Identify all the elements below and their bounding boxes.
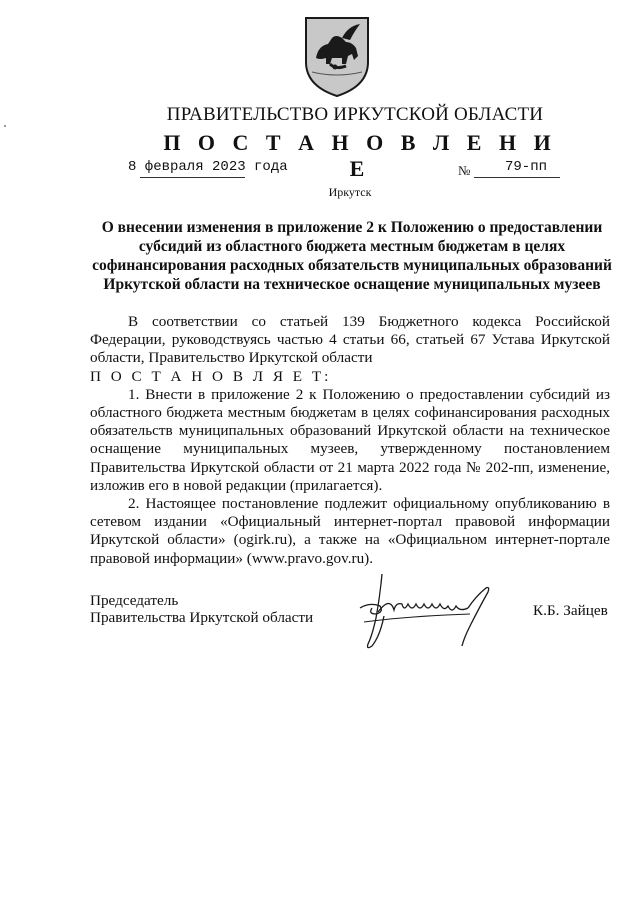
document-date: 8 февраля 2023 года: [128, 159, 288, 175]
document-number: 79-пп: [505, 159, 548, 175]
number-sign: №: [458, 163, 471, 178]
document-subject: О внесении изменения в приложение 2 к Положению о предоставлении субсидий из областного бюджета местным бюджетам в целях софинансирования расходных обязательств муниципальных образований Иркутской области на техническое оснащение муниципальных музеев: [92, 219, 612, 293]
decree-word: П О С Т А Н О В Л Я Е Т:: [90, 367, 332, 385]
date-underline: [140, 177, 245, 178]
document-type: П О С Т А Н О В Л Е Н И Е: [163, 130, 557, 181]
city-label: Иркутск: [328, 185, 372, 199]
preamble-paragraph: В соответствии со статьей 139 Бюджетного кодекса Российской Федерации, руководствуясь частью 4 статьи 66, статьей 67 Устава Иркутской области, Правительство Иркутской области: [90, 313, 610, 367]
number-underline: [474, 177, 560, 178]
handwritten-signature: [350, 566, 500, 666]
coat-of-arms-icon: [302, 12, 372, 98]
signatory-position-line1: Председатель: [90, 592, 179, 609]
signatory-position-line2: Правительства Иркутской области: [90, 609, 314, 626]
document-body: [90, 313, 610, 568]
scan-mark: [4, 125, 6, 127]
signer-name: К.Б. Зайцев: [533, 602, 608, 619]
body-item-2: 2. Настоящее постановление подлежит официальному опубликованию в сетевом издании «Официальный интернет-портал правовой информации Иркутской области» (ogirk.ru), а также на «Официальном интернет-портале правовой информации» (www.pravo.gov.ru).: [90, 495, 610, 567]
body-item-1: 1. Внести в приложение 2 к Положению о предоставлении субсидий из областного бюджета местным бюджетам в целях софинансирования расходных обязательств муниципальных образований Иркутской области на техническое оснащение муниципальных музеев, утвержденному постановлением Правительства Иркутской области от 21 марта 2022 года № 202-пп, изменение, изложив его в новой редакции (прилагается).: [90, 385, 610, 494]
government-title: ПРАВИТЕЛЬСТВО ИРКУТСКОЙ ОБЛАСТИ: [166, 104, 544, 125]
signatory-position: [90, 592, 313, 626]
